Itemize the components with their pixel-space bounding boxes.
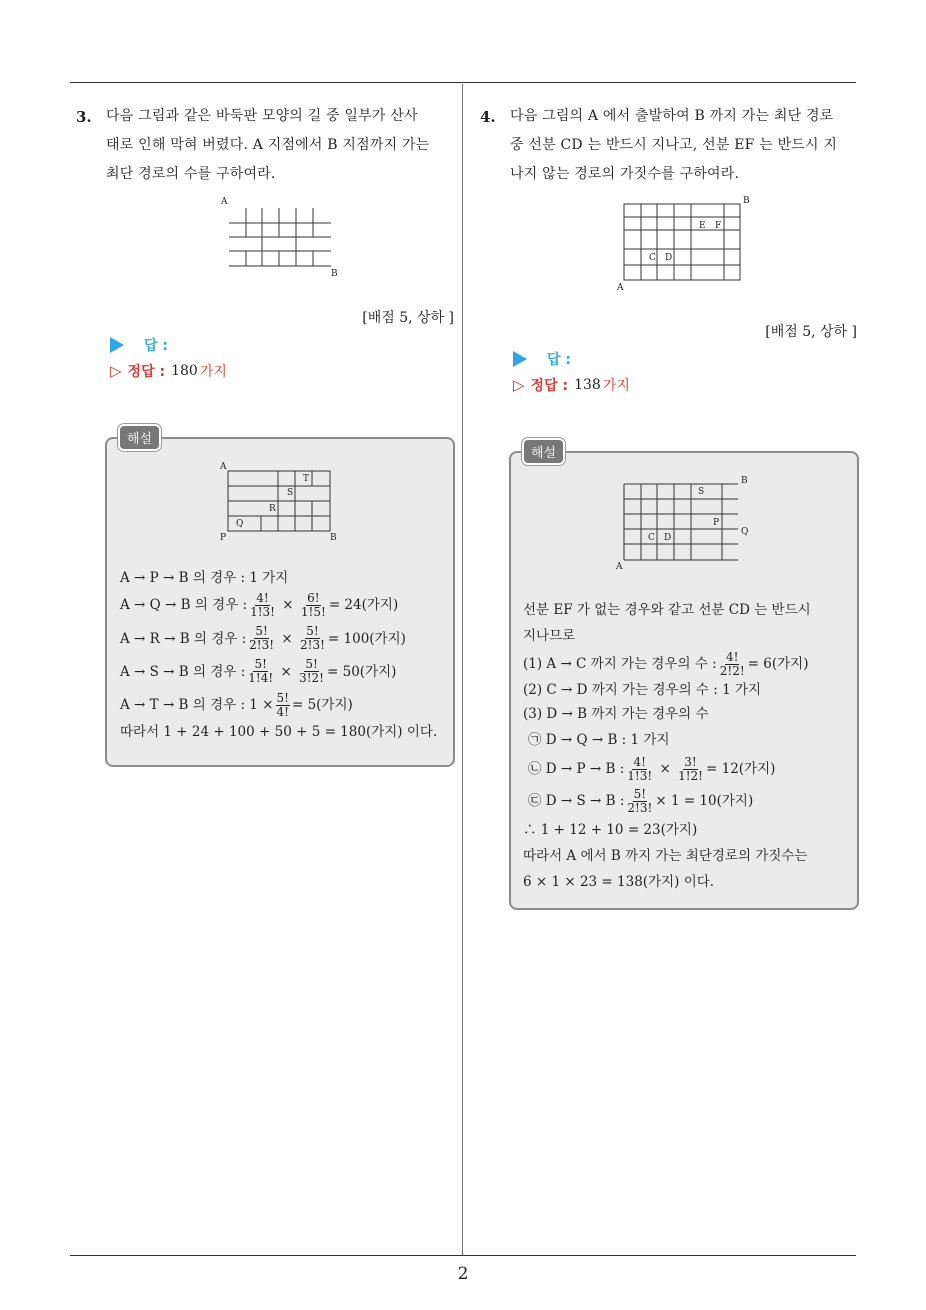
q4-text-line: 중 선분 CD 는 반드시 지나고, 선분 EF 는 반드시 지 xyxy=(510,137,838,153)
q3-sol-line: A → P → B 의 경우 : 1 가지 xyxy=(120,570,289,586)
q3-sol-line: A → R → B 의 경우 : $\frac{5!}{2!3!}$ × $\frac{5!}{2!3!}$ = 100(가지) xyxy=(120,624,406,652)
q3-sol-line: 따라서 1 + 24 + 100 + 50 + 5 = 180(가지) 이다. xyxy=(120,724,438,740)
q4-solution-figure xyxy=(610,472,760,572)
q4-sol-line: 선분 EF 가 없는 경우와 같고 선분 CD 는 반드시 xyxy=(523,602,811,618)
q3-sol-line: A → Q → B 의 경우 : $\frac{4!}{1!3!}$ × $\frac{6!}{1!5!}$ = 24(가지) xyxy=(120,590,399,619)
q4-sol-label-c: C xyxy=(648,533,655,543)
q4-fig-label-a: A xyxy=(617,283,624,292)
q4-correct-value: 138 xyxy=(574,377,601,393)
q4-answer-row xyxy=(513,349,571,369)
q3-sol-label-q: Q xyxy=(236,519,244,529)
q4-points: [배점 5, 상하 ] xyxy=(765,324,857,340)
q4-sol-label-a: A xyxy=(616,562,623,572)
q3-sol-label-r: R xyxy=(269,504,276,514)
q3-sol-label-t: T xyxy=(303,474,310,484)
q3-text-line: 다음 그림과 같은 바둑판 모양의 길 중 일부가 산사 xyxy=(106,108,418,124)
q3-correct-label: 정답 : xyxy=(127,364,166,380)
q3-answer-row xyxy=(110,335,168,355)
q4-correct-row xyxy=(513,375,630,395)
q3-points: [배점 5, 상하 ] xyxy=(362,310,454,326)
q3-answer-label: 답 : xyxy=(144,338,168,354)
q3-sol-label-p: P xyxy=(220,533,227,543)
play-icon xyxy=(110,337,124,353)
top-rule xyxy=(70,82,856,83)
q3-sol-line: A → T → B 의 경우 : 1 × $\frac{5!}{4!}$ = 5(가지) xyxy=(120,690,353,719)
q4-number: 4. xyxy=(480,108,496,126)
q3-number: 3. xyxy=(76,108,92,126)
q4-fig-label-b: B xyxy=(743,196,750,206)
q4-correct-label: 정답 : xyxy=(530,378,569,394)
q4-sol-label-s: S xyxy=(698,487,705,497)
q4-sol-line: (1) A → C 까지 가는 경우의 수 : $\frac{4!}{2!2!}$ = 6(가지) xyxy=(523,649,809,678)
q3-text-line: 태로 인해 막혀 버렸다. A 지점에서 B 지점까지 가는 xyxy=(106,137,430,153)
column-divider xyxy=(462,84,463,1256)
q4-sol-label-p: P xyxy=(713,518,720,528)
q3-fig-label-b: B xyxy=(331,269,338,279)
q4-question-text xyxy=(510,102,837,189)
q3-sol-line: A → S → B 의 경우 : $\frac{5!}{1!4!}$ × $\frac{5!}{3!2!}$ = 50(가지) xyxy=(120,657,397,685)
q4-solution-tag: 해설 xyxy=(522,438,565,465)
page-number: 2 xyxy=(457,1264,469,1284)
q3-correct-row xyxy=(110,361,227,381)
q4-sol-label-b: B xyxy=(741,476,748,486)
q3-correct-value: 180 xyxy=(171,363,198,379)
q4-sol-line: 지나므로 xyxy=(523,628,576,644)
q4-answer-label: 답 : xyxy=(547,352,571,368)
q4-text-line: 나지 않는 경로의 가짓수를 구하여라. xyxy=(510,166,740,182)
q4-sol-line: 따라서 A 에서 B 까지 가는 최단경로의 가짓수는 xyxy=(523,848,808,864)
play-icon xyxy=(513,351,527,367)
q4-sol-label-q: Q xyxy=(741,527,749,537)
q3-solution-tag: 해설 xyxy=(118,424,161,451)
q4-fig-label-d: D xyxy=(665,253,673,263)
q4-sol-line: (3) D → B 까지 가는 경우의 수 xyxy=(523,706,709,722)
q4-fig-label-e: E xyxy=(699,221,706,231)
q3-question-text xyxy=(106,102,429,189)
q3-sol-label-s: S xyxy=(287,488,294,498)
q3-text-line: 최단 경로의 수를 구하여라. xyxy=(106,166,276,182)
bottom-rule xyxy=(70,1255,856,1256)
q4-sol-line: 6 × 1 × 23 = 138(가지) 이다. xyxy=(523,874,715,890)
q4-fig-label-c: C xyxy=(649,253,656,263)
q4-sol-line: ㉡ D → P → B : $\frac{4!}{1!3!}$ × $\frac{3!}{1!2!}$ = 12(가지) xyxy=(528,754,776,783)
triangle-outline-icon: ▷ xyxy=(513,376,525,394)
q3-correct-unit: 가지 xyxy=(199,364,227,380)
q4-text-line: 다음 그림의 A 에서 출발하여 B 까지 가는 최단 경로 xyxy=(510,108,834,124)
q3-solution-figure xyxy=(214,460,344,546)
triangle-outline-icon: ▷ xyxy=(110,362,122,380)
q3-fig-label-a: A xyxy=(221,197,228,207)
q4-correct-unit: 가지 xyxy=(602,378,630,394)
q4-sol-line: (2) C → D 까지 가는 경우의 수 : 1 가지 xyxy=(523,682,762,698)
q3-sol-label-a: A xyxy=(220,462,227,472)
q4-sol-line: ㉢ D → S → B : $\frac{5!}{2!3!}$ × 1 = 10(가지) xyxy=(528,786,754,815)
q3-sol-label-b: B xyxy=(330,533,337,543)
q3-figure xyxy=(215,194,345,280)
q4-figure xyxy=(612,192,757,292)
q4-sol-line: ∴ 1 + 12 + 10 = 23(가지) xyxy=(523,822,698,838)
q3-solution-text xyxy=(120,568,437,742)
q4-solution-text xyxy=(523,597,811,895)
q4-sol-label-d: D xyxy=(664,533,672,543)
q4-sol-line: ㉠ D → Q → B : 1 가지 xyxy=(528,732,670,748)
q4-fig-label-f: F xyxy=(715,221,722,231)
